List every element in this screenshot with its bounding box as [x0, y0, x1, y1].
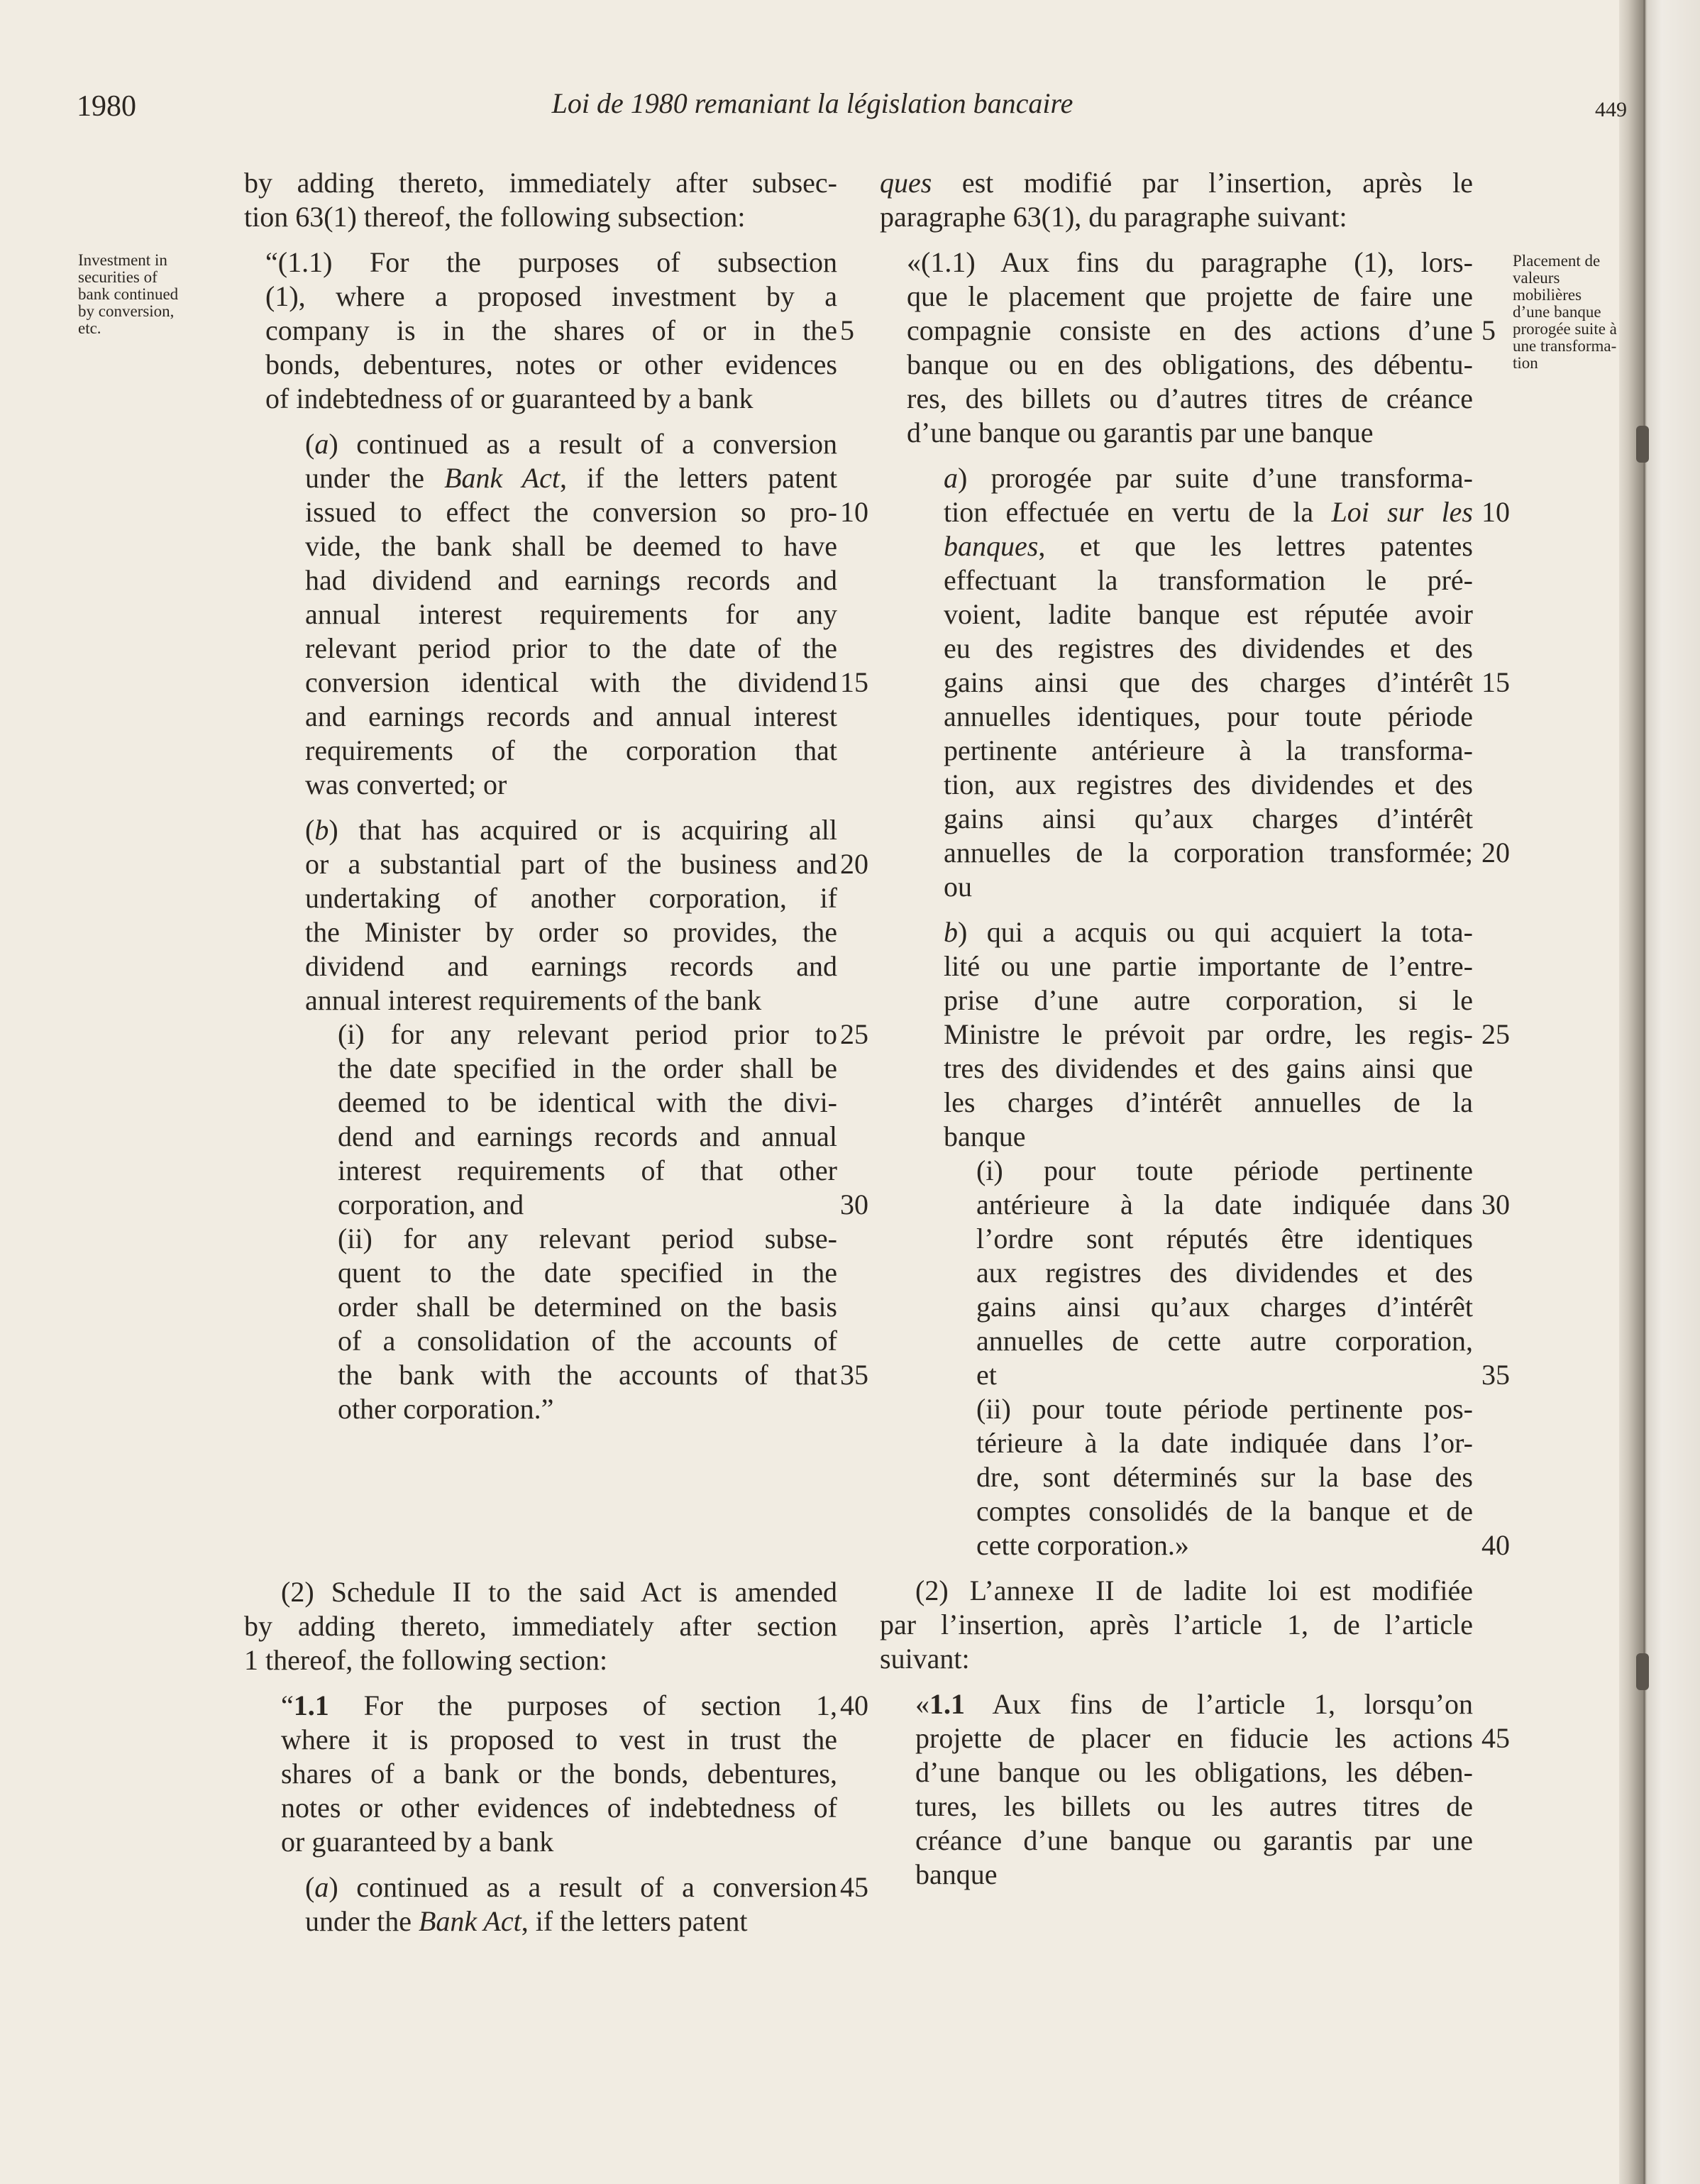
line-text: gains ainsi que des charges d’intérêt — [944, 666, 1473, 698]
line-text: (ii) for any relevant period subse- — [338, 1223, 837, 1254]
line-text: tion, aux registres des dividendes et des — [944, 768, 1473, 800]
line-text: conversion identical with the dividend — [305, 666, 837, 698]
margin-note-line: bank continued — [78, 285, 179, 303]
line-text: where it is proposed to vest in trust the — [281, 1724, 837, 1755]
margin-note-line: tion — [1513, 354, 1538, 372]
line-number: 40 — [1481, 1529, 1510, 1561]
text-line — [244, 1904, 837, 1938]
text-line — [880, 1290, 1473, 1324]
line-text: d’une banque ou garantis par une banque — [907, 417, 1374, 448]
line-text: or guaranteed by a bank — [281, 1826, 554, 1858]
text-line — [244, 1256, 837, 1290]
line-text: lité ou une partie importante de l’entre- — [944, 950, 1473, 982]
line-text: requirements of the corporation that — [305, 734, 837, 766]
text-line — [244, 632, 837, 666]
line-number: 10 — [840, 496, 868, 528]
line-text: tion 63(1) thereof, the following subsection: — [244, 201, 746, 233]
text-line — [880, 1642, 1473, 1676]
paragraph-gap — [880, 234, 1473, 246]
line-text: dend and earnings records and annual — [338, 1120, 837, 1152]
text-line — [244, 314, 854, 348]
text-line — [244, 949, 837, 983]
margin-note-line: Investment in — [78, 251, 167, 269]
text-line — [244, 1086, 837, 1120]
margin-note-line: etc. — [78, 319, 101, 337]
line-text: eu des registres des dividendes et des — [944, 632, 1473, 664]
text-line — [244, 1757, 837, 1791]
line-text: ou — [944, 871, 972, 903]
line-text: res, des billets ou d’autres titres de créance — [907, 382, 1473, 414]
text-line — [244, 881, 837, 915]
line-text: corporation, and — [338, 1188, 524, 1220]
book-gutter — [1619, 0, 1700, 2184]
text-line — [880, 1120, 1473, 1154]
text-line — [244, 1392, 837, 1426]
page-number: 449 — [1595, 98, 1627, 121]
line-text: dre, sont déterminés sur la base des — [976, 1461, 1473, 1493]
text-line — [244, 1120, 837, 1154]
line-text: gains ainsi qu’aux charges d’intérêt — [976, 1291, 1473, 1323]
text-line — [244, 529, 837, 563]
line-text: ques est modifié par l’insertion, après le — [880, 167, 1473, 199]
text-line — [244, 1290, 837, 1324]
line-text: projette de placer en fiducie les actions — [915, 1722, 1473, 1754]
line-text: banque ou en des obligations, des débentu- — [907, 348, 1473, 380]
text-line — [880, 1017, 1510, 1052]
line-text: (a) continued as a result of a conversion — [305, 428, 837, 460]
text-line — [244, 427, 837, 461]
line-text: térieure à la date indiquée dans l’or- — [976, 1427, 1473, 1459]
line-text: a) prorogée par suite d’une transforma- — [944, 462, 1473, 494]
line-text: annuelles identiques, pour toute période — [944, 700, 1473, 732]
line-text: que le placement que projette de faire une — [907, 280, 1473, 312]
text-line — [880, 632, 1473, 666]
text-line — [244, 1188, 868, 1222]
text-line — [244, 246, 837, 280]
text-line — [880, 1687, 1473, 1721]
text-line — [880, 280, 1473, 314]
text-line — [880, 597, 1473, 632]
margin-note-line: securities of — [78, 268, 158, 286]
line-text: l’ordre sont réputés être identiques — [976, 1223, 1473, 1254]
line-number: 15 — [840, 666, 868, 698]
line-text: notes or other evidences of indebtedness of — [281, 1792, 837, 1824]
line-text: prise d’une autre corporation, si le — [944, 984, 1473, 1016]
line-text: d’une banque ou les obligations, les dében- — [915, 1756, 1473, 1788]
text-line — [244, 1052, 837, 1086]
line-text: (2) L’annexe II de ladite loi est modifiée — [915, 1574, 1473, 1606]
line-number: 35 — [840, 1359, 868, 1391]
line-number: 15 — [1481, 666, 1510, 698]
line-text: shares of a bank or the bonds, debentures, — [281, 1758, 837, 1789]
line-number: 25 — [840, 1018, 868, 1050]
margin-note-line: prorogée suite à — [1513, 320, 1617, 338]
line-text: annuelles de la corporation transformée; — [944, 837, 1473, 868]
line-text: par l’insertion, après l’article 1, de l’article — [880, 1609, 1473, 1640]
line-text: under the Bank Act, if the letters patent — [305, 1905, 748, 1937]
margin-note-line: Placement de — [1513, 252, 1601, 270]
text-line — [880, 1154, 1473, 1188]
binding-notch — [1636, 426, 1649, 463]
text-line — [880, 166, 1473, 200]
text-line — [880, 1086, 1473, 1120]
paragraph-gap — [244, 802, 837, 813]
line-number: 10 — [1481, 496, 1510, 528]
text-line — [244, 847, 868, 881]
text-line — [880, 1256, 1473, 1290]
text-line — [880, 382, 1473, 416]
text-line — [880, 200, 1473, 234]
text-line — [244, 382, 837, 416]
line-number: 20 — [840, 848, 868, 880]
text-line — [880, 1460, 1473, 1494]
line-text: 1 thereof, the following section: — [244, 1644, 608, 1676]
text-line — [880, 870, 1473, 904]
text-line — [244, 495, 868, 529]
line-text: banques, et que les lettres patentes — [944, 530, 1473, 562]
text-line — [880, 563, 1473, 597]
text-line — [244, 280, 837, 314]
line-text: of a consolidation of the accounts of — [338, 1325, 837, 1357]
line-text: (i) for any relevant period prior to — [338, 1018, 837, 1050]
line-text: the Minister by order so provides, the — [305, 916, 837, 948]
paragraph-gap — [880, 904, 1473, 915]
paragraph-gap — [244, 416, 837, 427]
line-text: créance d’une banque ou garantis par une — [915, 1824, 1473, 1856]
text-line — [244, 768, 837, 802]
text-line — [880, 1324, 1473, 1358]
line-number: 35 — [1481, 1359, 1510, 1391]
line-text: (ii) pour toute période pertinente pos- — [976, 1393, 1473, 1425]
binding-notch — [1636, 1653, 1649, 1690]
text-line — [244, 983, 837, 1017]
line-text: dividend and earnings records and — [305, 950, 837, 982]
line-number: 45 — [840, 1871, 868, 1903]
text-line — [244, 734, 837, 768]
line-text: “1.1 For the purposes of section 1, — [281, 1689, 837, 1721]
line-text: «1.1 Aux fins de l’article 1, lorsqu’on — [915, 1688, 1473, 1720]
margin-note-line: valeurs — [1513, 269, 1560, 287]
text-line — [880, 949, 1473, 983]
line-text: Ministre le prévoit par ordre, les regis- — [944, 1018, 1473, 1050]
paragraph-gap — [880, 450, 1473, 461]
text-line — [880, 348, 1473, 382]
text-line — [244, 915, 837, 949]
section-gap — [244, 1426, 837, 1476]
margin-note-line: mobilières — [1513, 286, 1582, 304]
line-text: tion effectuée en vertu de la Loi sur les — [944, 496, 1473, 528]
text-line — [244, 1017, 868, 1052]
line-text: by adding thereto, immediately after section — [244, 1610, 837, 1642]
line-number: 20 — [1481, 837, 1510, 868]
line-number: 5 — [840, 314, 854, 346]
line-text: under the Bank Act, if the letters patent — [305, 462, 837, 494]
text-line — [880, 1789, 1473, 1824]
line-text: order shall be determined on the basis — [338, 1291, 837, 1323]
text-line — [880, 1574, 1473, 1608]
paragraph-gap — [244, 1677, 837, 1689]
french-column — [880, 166, 1510, 1892]
paragraph-gap — [244, 234, 837, 246]
line-text: interest requirements of that other — [338, 1154, 837, 1186]
line-text: or a substantial part of the business and — [305, 848, 837, 880]
text-line — [244, 461, 837, 495]
paragraph-gap — [880, 1676, 1473, 1687]
text-line — [244, 597, 837, 632]
text-line — [880, 1426, 1473, 1460]
text-line — [880, 1608, 1473, 1642]
text-line — [880, 1858, 1473, 1892]
text-line — [244, 1689, 868, 1723]
text-line — [244, 813, 837, 847]
line-text: «(1.1) Aux fins du paragraphe (1), lors- — [907, 246, 1473, 278]
line-text: and earnings records and annual interest — [305, 700, 837, 732]
text-line — [244, 1358, 868, 1392]
line-number: 5 — [1481, 314, 1496, 346]
text-line — [880, 983, 1473, 1017]
text-line — [880, 915, 1473, 949]
text-line — [880, 1824, 1473, 1858]
line-text: issued to effect the conversion so pro- — [305, 496, 837, 528]
text-line — [244, 1825, 837, 1859]
line-text: company is in the shares of or in the — [265, 314, 837, 346]
text-line — [244, 166, 837, 200]
text-line — [244, 1870, 868, 1904]
line-text: tres des dividendes et des gains ainsi que — [944, 1052, 1473, 1084]
line-text: cette corporation.» — [976, 1529, 1189, 1561]
line-text: (1), where a proposed investment by a — [265, 280, 837, 312]
text-line — [244, 1154, 837, 1188]
text-line — [244, 1723, 837, 1757]
line-text: b) qui a acquis ou qui acquiert la tota- — [944, 916, 1473, 948]
line-text: gains ainsi qu’aux charges d’intérêt — [944, 803, 1473, 834]
line-text: quent to the date specified in the — [338, 1257, 837, 1289]
text-line — [880, 529, 1473, 563]
line-text: had dividend and earnings records and — [305, 564, 837, 596]
line-text: les charges d’intérêt annuelles de la — [944, 1086, 1473, 1118]
text-line — [880, 836, 1510, 870]
line-number: 30 — [840, 1188, 868, 1220]
text-line — [880, 768, 1473, 802]
line-text: banque — [944, 1120, 1026, 1152]
line-text: suivant: — [880, 1643, 970, 1675]
line-text: vide, the bank shall be deemed to have — [305, 530, 837, 562]
line-text: annuelles de cette autre corporation, — [976, 1325, 1473, 1357]
text-line — [880, 461, 1473, 495]
spine-shadow — [1643, 0, 1645, 2184]
paragraph-gap — [880, 1562, 1473, 1574]
text-line — [880, 416, 1473, 450]
text-line — [880, 1494, 1473, 1528]
line-text: banque — [915, 1858, 998, 1890]
line-text: paragraphe 63(1), du paragraphe suivant: — [880, 201, 1347, 233]
text-line — [880, 1188, 1510, 1222]
text-line — [244, 1609, 837, 1643]
text-line — [244, 563, 837, 597]
line-text: deemed to be identical with the divi- — [338, 1086, 837, 1118]
text-line — [880, 734, 1473, 768]
header-title: Loi de 1980 remaniant la législation bancaire — [551, 87, 1073, 119]
line-number: 45 — [1481, 1722, 1510, 1754]
text-line — [244, 666, 868, 700]
line-text: of indebtedness of or guaranteed by a bank — [265, 382, 754, 414]
line-text: annual interest requirements of the bank — [305, 984, 762, 1016]
header-year: 1980 — [77, 90, 136, 123]
text-line — [880, 1222, 1473, 1256]
page-header — [0, 84, 1625, 126]
text-line — [244, 700, 837, 734]
line-text: tures, les billets ou les autres titres de — [915, 1790, 1473, 1822]
paragraph-gap — [244, 1859, 837, 1870]
text-line — [880, 1721, 1510, 1755]
section-gap — [244, 1526, 837, 1575]
text-line — [244, 1575, 837, 1609]
line-text: compagnie consiste en des actions d’une — [907, 314, 1473, 346]
margin-note-en — [78, 252, 227, 337]
line-text: other corporation.” — [338, 1393, 554, 1425]
line-text: undertaking of another corporation, if — [305, 882, 837, 914]
text-line — [880, 1528, 1510, 1562]
text-line — [244, 1324, 837, 1358]
line-text: aux registres des dividendes et des — [976, 1257, 1473, 1289]
line-text: annual interest requirements for any — [305, 598, 837, 630]
section-gap — [244, 1476, 837, 1526]
text-line — [880, 495, 1510, 529]
line-text: pertinente antérieure à la transforma- — [944, 734, 1473, 766]
line-text: effectuant la transformation le pré- — [944, 564, 1473, 596]
line-text: antérieure à la date indiquée dans — [976, 1188, 1473, 1220]
text-line — [880, 314, 1496, 348]
text-line — [244, 1791, 837, 1825]
text-line — [244, 348, 837, 382]
line-text: (i) pour toute période pertinente — [976, 1154, 1473, 1186]
text-line — [880, 1392, 1473, 1426]
line-number: 30 — [1481, 1188, 1510, 1220]
margin-note-line: d’une banque — [1513, 303, 1601, 321]
text-line — [244, 200, 837, 234]
line-text: by adding thereto, immediately after subsec- — [244, 167, 837, 199]
text-line — [880, 1755, 1473, 1789]
margin-note-line: by conversion, — [78, 302, 175, 320]
text-line — [880, 700, 1473, 734]
text-line — [880, 802, 1473, 836]
text-line — [880, 666, 1510, 700]
line-text: voient, ladite banque est réputée avoir — [944, 598, 1473, 630]
line-number: 25 — [1481, 1018, 1510, 1050]
text-line — [880, 1358, 1510, 1392]
line-text: (2) Schedule II to the said Act is amended — [281, 1576, 837, 1608]
line-text: comptes consolidés de la banque et de — [976, 1495, 1473, 1527]
line-text: the date specified in the order shall be — [338, 1052, 837, 1084]
english-column — [244, 166, 868, 1938]
text-line — [880, 1052, 1473, 1086]
line-text: “(1.1) For the purposes of subsection — [265, 246, 837, 278]
line-text: bonds, debentures, notes or other evidences — [265, 348, 837, 380]
line-text: was converted; or — [305, 768, 507, 800]
line-text: (a) continued as a result of a conversion — [305, 1871, 837, 1903]
text-line — [880, 246, 1473, 280]
line-text: et — [976, 1359, 997, 1391]
text-line — [244, 1222, 837, 1256]
margin-note-line: une transforma- — [1513, 337, 1617, 355]
margin-note-fr — [1513, 253, 1626, 372]
line-text: (b) that has acquired or is acquiring all — [305, 814, 837, 846]
line-text: the bank with the accounts of that — [338, 1359, 837, 1391]
line-text: relevant period prior to the date of the — [305, 632, 837, 664]
line-number: 40 — [840, 1689, 868, 1721]
text-line — [244, 1643, 837, 1677]
